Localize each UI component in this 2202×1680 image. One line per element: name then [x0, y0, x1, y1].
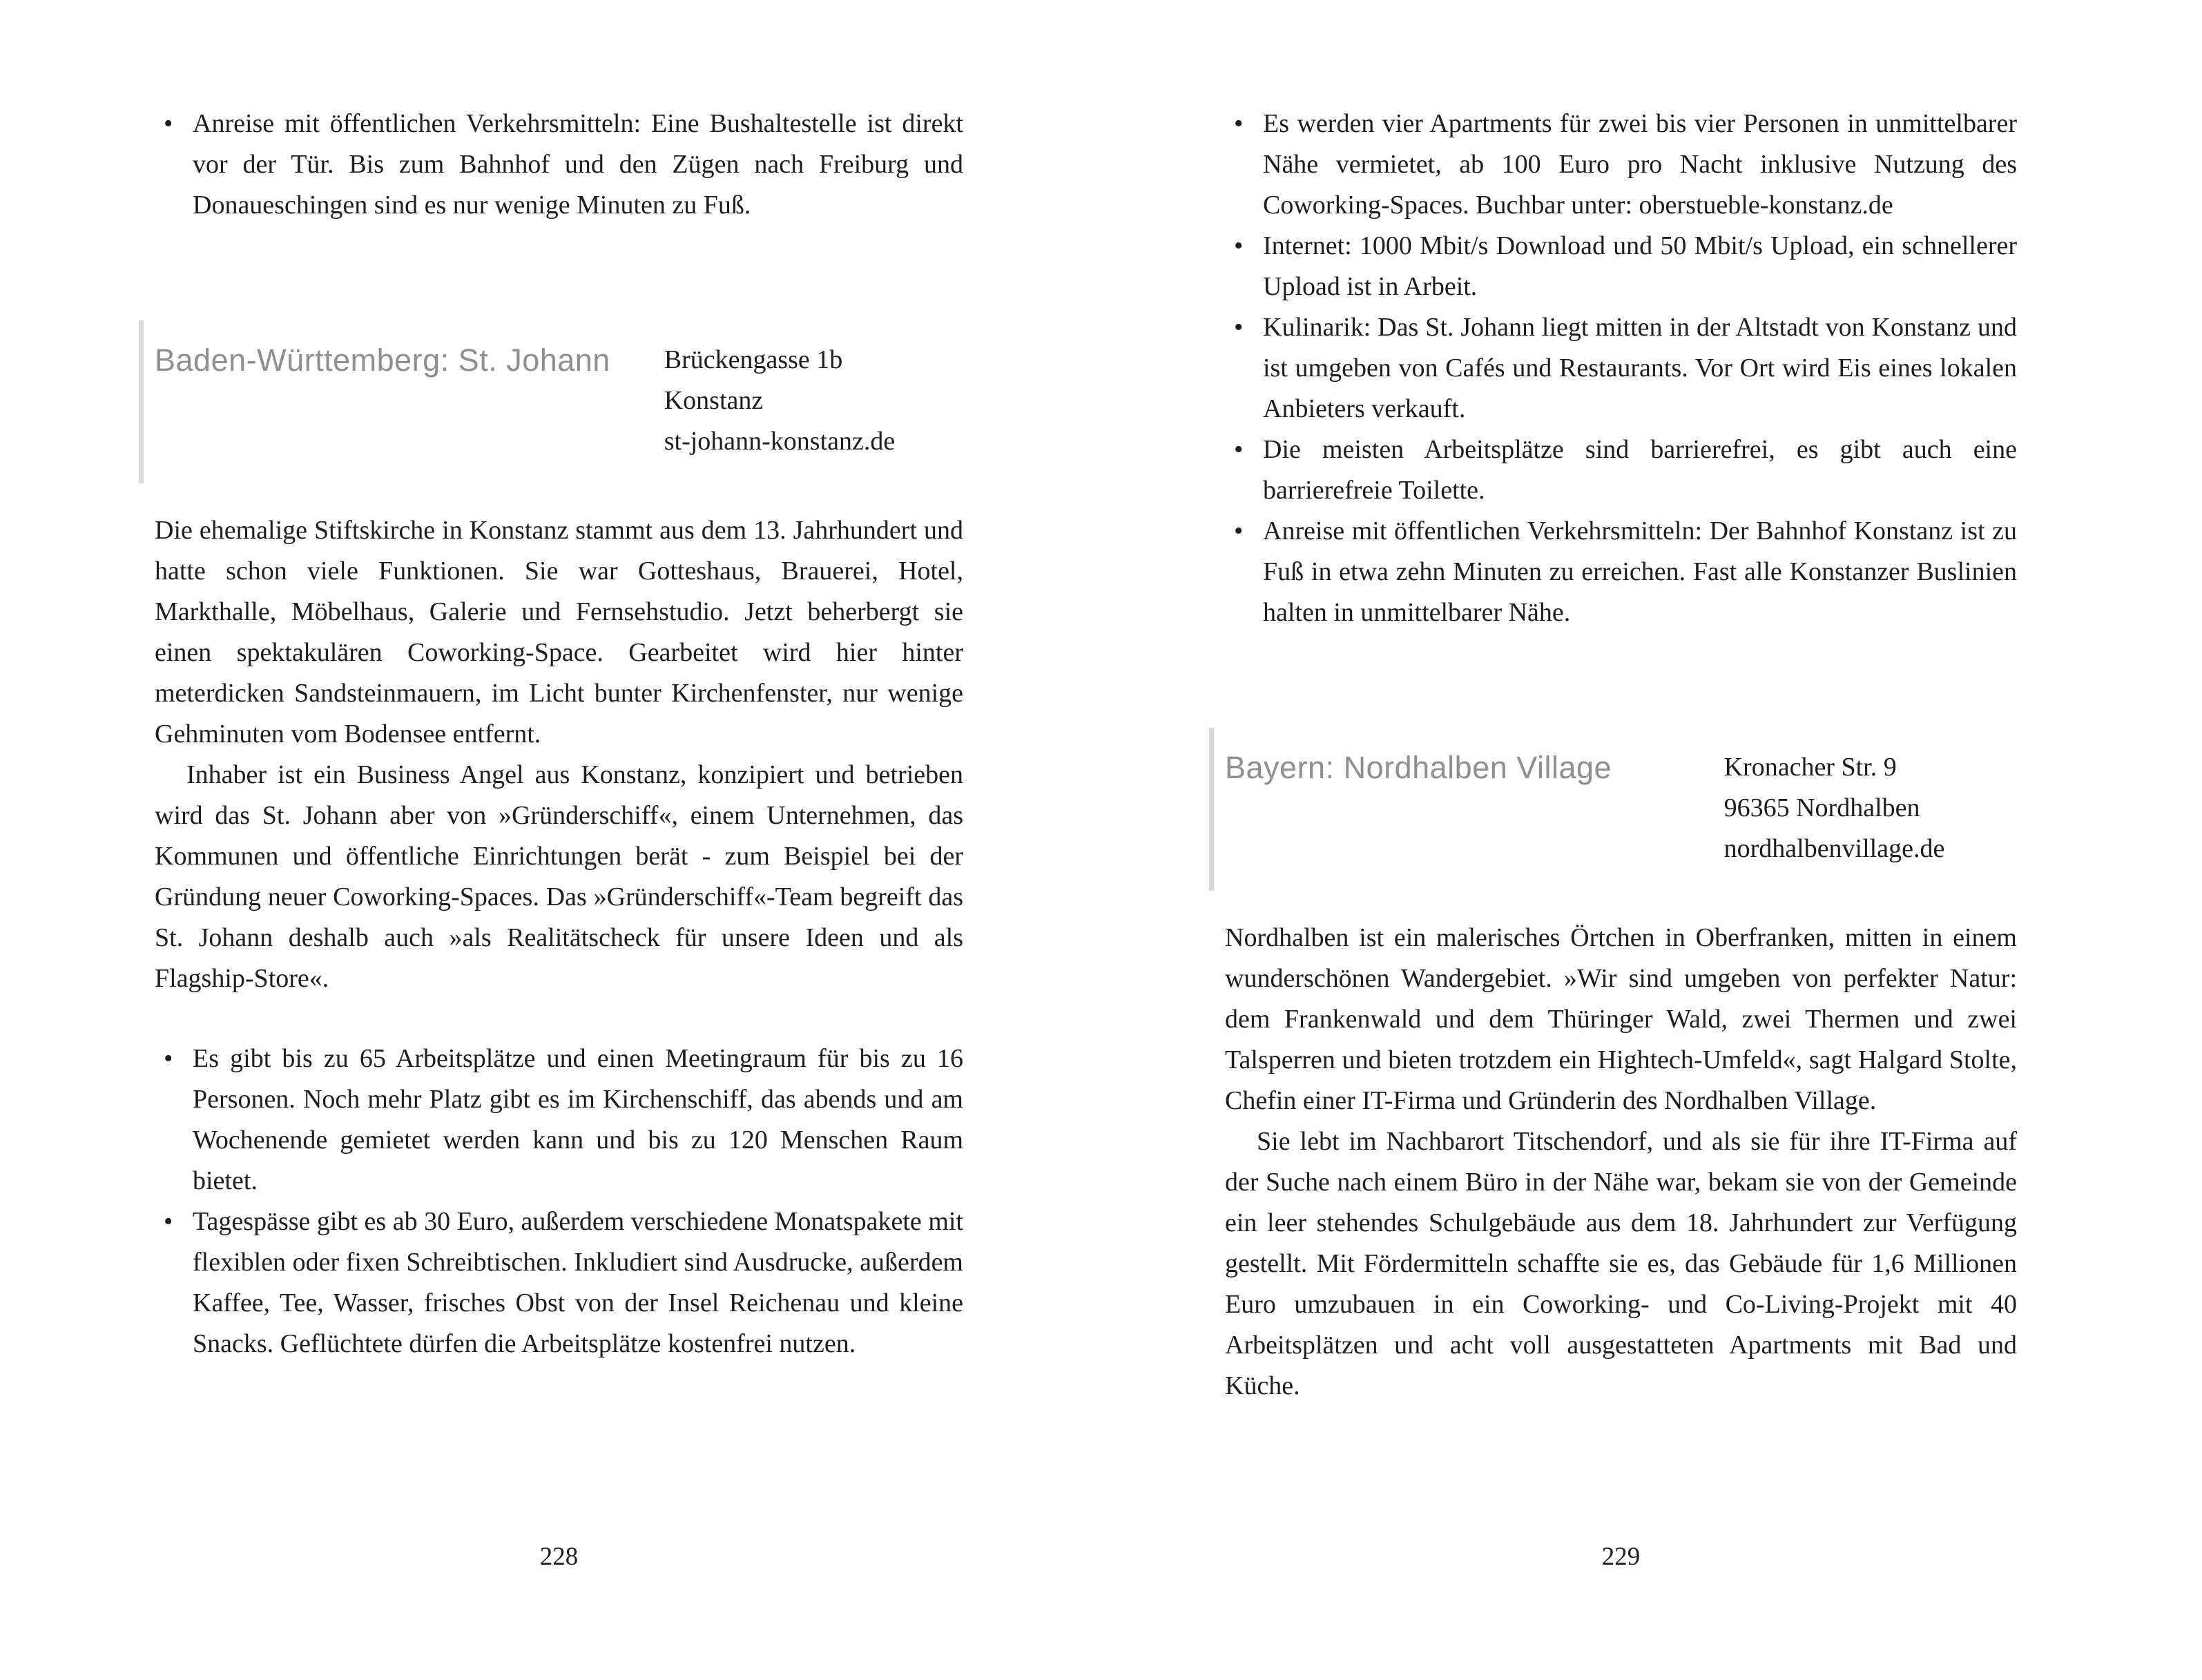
bullet-text: Internet: 1000 Mbit/s Download und 50 Mbit/s Upload, ein schnellerer Upload ist in Arbeit. — [1263, 231, 2017, 301]
bullet-item — [1225, 226, 2017, 307]
paragraph: Inhaber ist ein Business Angel aus Konstanz, konzipiert und betrieben wird das St. Johann aber von »Gründerschiff«, einem Unternehmen, das Kommunen und öffentliche Einrichtungen berät - zum Beispiel bei der Gründung neuer Coworking-Spaces. Das »Gründerschiff«-Team begreift das St. Johann deshalb auch »als Realitätscheck für unsere Ideen und als Flagship-Store«. — [155, 760, 963, 993]
bullet-item — [1225, 104, 2017, 226]
page-229 — [1101, 0, 2202, 1680]
address-website: st-johann-konstanz.de — [664, 427, 896, 456]
bullet-list-bottom-left — [155, 1039, 963, 1364]
section-body — [155, 510, 963, 999]
paragraph: Sie lebt im Nachbarort Titschendorf, und als sie für ihre IT-Firma auf der Suche nach einem Büro in der Nähe war, bekam sie von der Gemeinde ein leer stehendes Schulgebäude aus dem 18. Jahrhundert zur Verfügung gestellt. Mit Fördermitteln schaffte sie es, das Gebäude für 1,6 Millionen Euro umzubauen in ein Coworking- und Co-Living-Projekt mit 40 Arbeitsplätzen und acht voll ausgestatteten Apartments mit Bad und Küche. — [1225, 1127, 2017, 1400]
bullet-item — [1225, 429, 2017, 511]
address-line: 96365 Nordhalben — [1723, 793, 1920, 822]
bullet-text: Tagespässe gibt es ab 30 Euro, außerdem verschiedene Monatspakete mit flexiblen oder fixen Schreibtischen. Inkludiert sind Ausdrucke, außerdem Kaffee, Tee, Wasser, frisches Obst von der Insel Reichenau und kleine Snacks. Geflüchtete dürfen die Arbeitsplätze kostenfrei nutzen. — [193, 1207, 963, 1358]
bullet-marker: • — [1234, 516, 1244, 545]
address-block — [664, 340, 963, 462]
bullet-text: Anreise mit öffentlichen Verkehrsmitteln: Der Bahnhof Konstanz ist zu Fuß in etwa zehn Minuten zu erreichen. Fast alle Konstanzer Buslinien halten in unmittelbarer Nähe. — [1263, 516, 2017, 627]
paragraph: Die ehemalige Stiftskirche in Konstanz stammt aus dem 13. Jahrhundert und hatte schon viele Funktionen. Sie war Gotteshaus, Brauerei, Hotel, Markthalle, Möbelhaus, Galerie und Fernsehstudio. Jetzt beherbergt sie einen spektakulären Coworking-Space. Gearbeitet wird hier hinter meterdicken Sandsteinmauern, im Licht bunter Kirchenfenster, nur wenige Gehminuten vom Bodensee entfernt. — [155, 516, 963, 749]
bullet-marker: • — [1234, 435, 1244, 464]
bullet-marker: • — [164, 109, 173, 138]
bullet-text: Die meisten Arbeitsplätze sind barrierefrei, es gibt auch eine barrierefreie Toilette. — [1263, 435, 2017, 505]
section-marker-bar — [139, 320, 144, 483]
bullet-text: Es gibt bis zu 65 Arbeitsplätze und einen Meetingraum für bis zu 16 Personen. Noch mehr Platz gibt es im Kirchenschiff, das abends und am Wochenende gemietet werden kann und bis zu 120 Menschen Raum bietet. — [193, 1044, 963, 1195]
bullet-marker: • — [1234, 231, 1244, 260]
page-number: 229 — [1601, 1543, 1641, 1571]
bullet-item — [155, 104, 963, 226]
bullet-item — [155, 1039, 963, 1201]
bullet-list-top-left — [155, 104, 963, 226]
page-number: 228 — [539, 1543, 579, 1571]
address-website: nordhalbenvillage.de — [1723, 834, 1945, 863]
bullet-marker: • — [164, 1044, 173, 1073]
bullet-item — [155, 1201, 963, 1364]
address-block — [1724, 747, 2017, 869]
bullet-item — [1225, 511, 2017, 633]
bullet-text: Es werden vier Apartments für zwei bis vier Personen in unmittelbarer Nähe vermietet, ab 100 Euro pro Nacht inklusive Nutzung des Coworking-Spaces. Buchbar unter: oberstueble-konstanz.de — [1263, 109, 2017, 220]
address-line: Brückengasse 1b — [664, 345, 843, 374]
bullet-item — [1225, 307, 2017, 429]
address-line: Konstanz — [664, 386, 764, 415]
section-marker-bar — [1209, 728, 1214, 891]
bullet-text: Kulinarik: Das St. Johann liegt mitten in der Altstadt von Konstanz und ist umgeben von Cafés und Restaurants. Vor Ort wird Eis eines lokalen Anbieters verkauft. — [1263, 313, 2017, 423]
address-line: Kronacher Str. 9 — [1723, 753, 1897, 782]
section-heading-row — [155, 340, 963, 462]
bullet-text: Anreise mit öffentlichen Verkehrsmitteln: Eine Bushaltestelle ist direkt vor der Tür. Bis zum Bahnhof und den Zügen nach Freiburg und Donaueschingen sind es nur wenige Minuten zu Fuß. — [193, 109, 963, 220]
bullet-marker: • — [164, 1207, 173, 1236]
bullet-list-top-right — [1225, 104, 2017, 633]
section-body — [1225, 918, 2017, 1407]
section-heading-row — [1225, 747, 2017, 869]
bullet-marker: • — [1234, 313, 1244, 342]
paragraph: Nordhalben ist ein malerisches Örtchen in Oberfranken, mitten in einem wunderschönen Wandergebiet. »Wir sind umgeben von perfekter Natur: dem Frankenwald und dem Thüringer Wald, zwei Thermen und zwei Talsperren und bieten trotzdem ein Hightech-Umfeld«, sagt Halgard Stolte, Chefin einer IT-Firma und Gründerin des Nordhalben Village. — [1225, 923, 2017, 1115]
bullet-marker: • — [1234, 109, 1244, 138]
section-title: Baden-Württemberg: St. Johann — [155, 342, 610, 378]
section-title: Bayern: Nordhalben Village — [1225, 750, 1612, 785]
